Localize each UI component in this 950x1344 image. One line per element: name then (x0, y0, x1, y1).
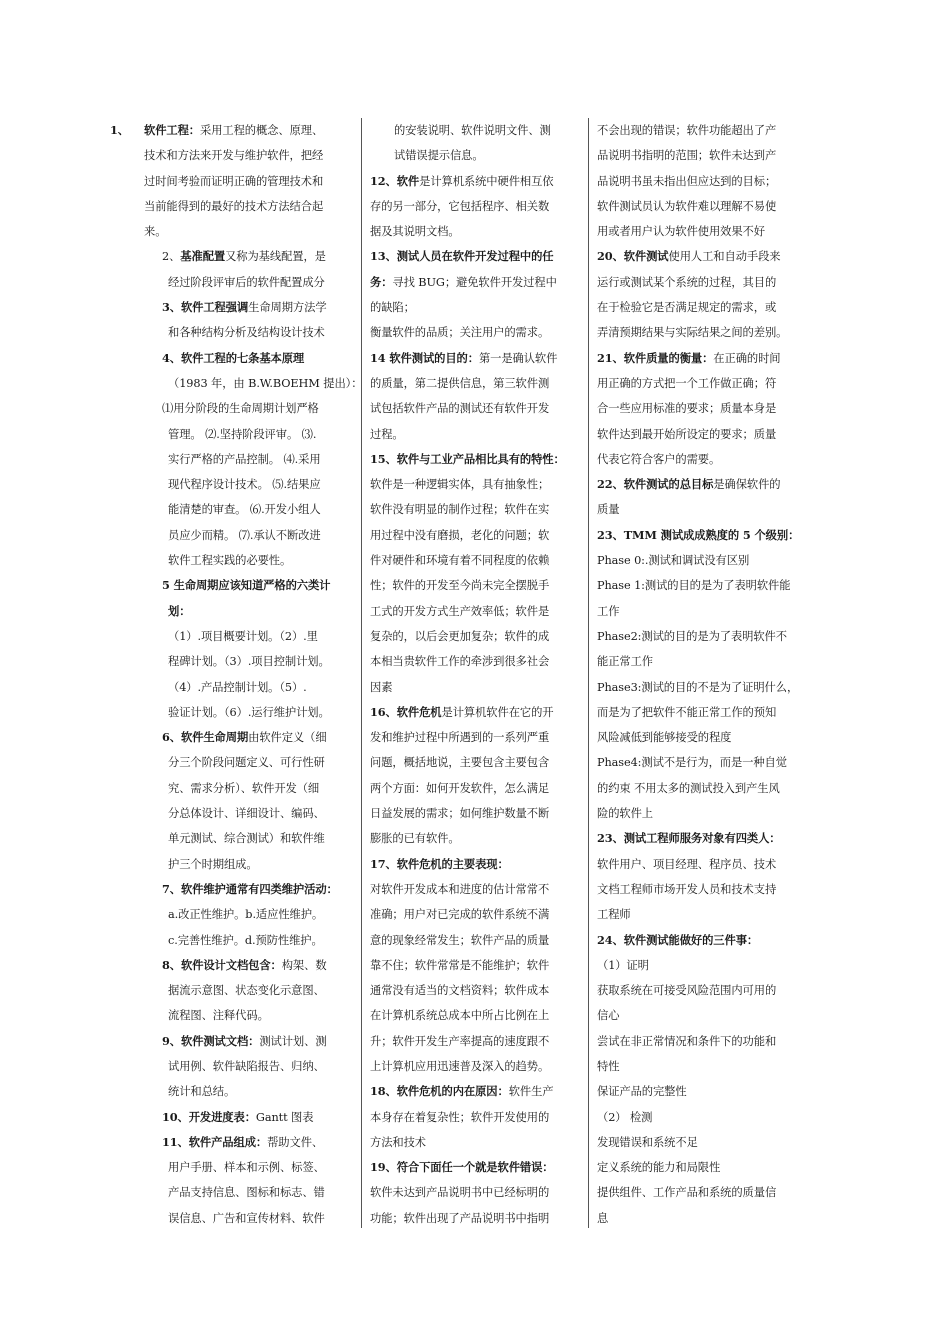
body-text: 据及其说明文档。 (370, 225, 460, 239)
body-text: Gantt 图表 (255, 1110, 314, 1124)
body-text: 在正确的时间 (713, 351, 781, 365)
text-line (110, 725, 352, 750)
body-text: 软件测试员认为软件难以理解不易使 (597, 199, 777, 213)
body-text: 风险减低到能够接受的程度 (597, 731, 732, 745)
text-line (110, 700, 352, 725)
text-line (597, 599, 789, 624)
bold-term: 23、测试工程师服务对象有四类人： (597, 831, 781, 846)
bold-term: 10、开发进度表： (162, 1109, 256, 1124)
text-line (597, 978, 789, 1003)
text-line (597, 801, 789, 826)
body-text: 存的另一部分，它包括程序、相关数 (370, 199, 550, 213)
text-line (597, 244, 789, 269)
text-line (597, 928, 789, 953)
text-line (597, 1029, 789, 1054)
body-text: 验证计划。（6）.运行维护计划。 (168, 705, 330, 719)
text-line (110, 953, 352, 978)
text-line (370, 700, 576, 725)
body-text: 软件未达到产品说明书中已经标明的 (370, 1186, 550, 1200)
body-text: 统计和总结。 (168, 1085, 236, 1099)
text-line (597, 270, 789, 295)
text-line (110, 1206, 352, 1231)
text-line (597, 1130, 789, 1155)
body-text: 件对硬件和环境有着不同程度的依赖 (370, 554, 550, 568)
body-text: 技术和方法来开发与维护软件，把经 (144, 149, 324, 163)
text-line (597, 624, 789, 649)
text-line (110, 194, 352, 219)
body-text: 生命周期方法学 (248, 301, 327, 315)
bold-term: 15、软件与工业产品相比具有的特性： (370, 451, 565, 466)
text-line (110, 852, 352, 877)
text-line (370, 1003, 576, 1028)
body-text: 采用工程的概念、原理、 (200, 124, 324, 137)
body-text: 和各种结构分析及结构设计技术 (168, 326, 325, 340)
text-line (370, 422, 576, 447)
body-text: 靠不住；软件常常是不能维护；软件 (370, 958, 550, 972)
body-text: 软件是一种逻辑实体，具有抽象性； (370, 478, 550, 492)
text-line (110, 472, 352, 497)
text-line (597, 826, 789, 851)
text-line (110, 270, 352, 295)
body-text: 使用人工和自动手段来 (668, 250, 781, 264)
body-text: 软件工程实践的必要性。 (168, 554, 292, 568)
text-line (597, 776, 789, 801)
text-line (597, 497, 789, 522)
text-line (597, 422, 789, 447)
text-line (597, 523, 800, 548)
text-line (370, 953, 576, 978)
text-line (597, 1105, 789, 1130)
text-line (370, 877, 576, 902)
body-text: 发和维护过程中所遇到的一系列严重 (370, 731, 550, 745)
body-text: 保证产品的完整性 (597, 1085, 687, 1099)
bold-term: 5 生命周期应该知道严格的六类计 (162, 578, 331, 593)
body-text: 又称为基线配置，是 (225, 250, 326, 264)
body-text: 寻找 BUG；避免软件开发过程中 (392, 275, 557, 289)
body-text: 衡量软件的品质；关注用户的需求。 (370, 326, 550, 340)
body-text: 工作 (597, 604, 620, 618)
body-text: 用过程中没有磨损，老化的问题；软 (370, 528, 550, 542)
body-text: 管理。 ⑵.坚持阶段评审。 ⑶. (168, 427, 317, 441)
text-line (370, 1105, 576, 1130)
bold-term: 基准配置 (180, 249, 226, 264)
column-divider-right (588, 118, 589, 1228)
text-line (110, 750, 352, 775)
body-text: 工式的开发方式生产效率低；软件是 (370, 604, 550, 618)
text-line (110, 624, 352, 649)
text-line (597, 219, 789, 244)
item-number: 2、 (162, 250, 181, 264)
body-text: 方法和技术 (370, 1135, 426, 1149)
body-text: 提供组件、工作产品和系统的质量信 (597, 1186, 777, 1200)
body-text: 性；软件的开发至今尚未完全摆脱手 (370, 579, 550, 593)
body-text: 准确；用户对已完成的软件系统不满 (370, 908, 550, 922)
text-line (110, 1155, 352, 1180)
text-line (597, 118, 789, 143)
body-text: 对软件开发成本和进度的估计常常不 (370, 882, 550, 896)
text-line (597, 1180, 789, 1205)
text-line (597, 953, 789, 978)
column-1 (110, 118, 363, 1231)
text-line (110, 447, 352, 472)
body-text: a.改正性维护。b.适应性维护。 (168, 908, 324, 922)
body-text: 试错误提示信息。 (394, 149, 484, 163)
text-line (110, 422, 352, 447)
body-text: 本相当贵软件工作的牵涉到很多社会 (370, 655, 550, 669)
bold-term: 6、软件生命周期 (162, 730, 249, 745)
body-text: 试用例、软件缺陷报告、归纳、 (168, 1059, 325, 1073)
body-text: 意的现象经常发生；软件产品的质量 (370, 933, 550, 947)
body-text: 程碑计划。（3）.项目控制计划。 (168, 655, 330, 669)
text-line (597, 750, 789, 775)
text-line (597, 725, 789, 750)
text-line (110, 649, 352, 674)
text-line (110, 826, 352, 851)
body-text: 据流示意图、状态变化示意图、 (168, 984, 325, 998)
body-text: 当前能得到的最好的技术方法结合起 (144, 199, 324, 213)
text-line (110, 1180, 352, 1205)
body-text: 的约束 不用太多的测试投入到产生风 (597, 781, 780, 795)
body-text: 功能；软件出现了产品说明书中指明 (370, 1211, 550, 1225)
text-line (370, 548, 576, 573)
text-line (370, 750, 576, 775)
text-line (370, 346, 576, 371)
bold-term: 13、测试人员在软件开发过程中的任 (370, 249, 554, 264)
body-text: 的质量，第二提供信息，第三软件测 (370, 376, 550, 390)
text-line (110, 295, 352, 320)
body-text: c.完善性维护。d.预防性维护。 (168, 933, 323, 947)
text-line (110, 169, 352, 194)
text-line (370, 573, 576, 598)
body-text: （1）证明 (597, 958, 649, 972)
text-line (110, 118, 352, 143)
body-text: 流程图、注释代码。 (168, 1009, 269, 1023)
text-line (597, 169, 789, 194)
body-text: 上计算机应用迅速普及深入的趋势。 (370, 1059, 550, 1073)
body-text: 复杂的，以后会更加复杂；软件的成 (370, 629, 550, 643)
body-text: 用或者用户认为软件使用效果不好 (597, 225, 765, 239)
text-line (110, 877, 352, 902)
text-line (597, 1155, 789, 1180)
body-text: 险的软件上 (597, 807, 653, 821)
text-line (370, 396, 576, 421)
body-text: 能正常工作 (597, 655, 653, 669)
text-line (370, 219, 576, 244)
body-text: 分三个阶段问题定义、可行性研 (168, 756, 325, 770)
text-line (370, 624, 576, 649)
text-line (597, 1206, 789, 1231)
body-text: 来。 (144, 225, 167, 239)
text-line (370, 801, 576, 826)
text-line (370, 472, 576, 497)
bold-term: 22、软件测试的总目标 (597, 477, 714, 492)
bold-term: 8、软件设计文档包含： (162, 957, 282, 972)
text-line (110, 776, 352, 801)
text-line (597, 295, 789, 320)
body-text: 测试计划、测 (259, 1034, 327, 1048)
body-text: 息 (597, 1211, 609, 1225)
text-line (370, 649, 576, 674)
body-text: 经过阶段评审后的软件配置成分 (168, 275, 325, 289)
body-text: 帮助文件、 (267, 1135, 324, 1149)
body-text: 日益发展的需求；如何维护数量不断 (370, 807, 550, 821)
text-line (110, 219, 352, 244)
bold-term: 4、软件工程的七条基本原理 (162, 350, 305, 365)
column-2 (370, 118, 576, 1231)
body-text: 而是为了把软件不能正常工作的预知 (597, 705, 777, 719)
column-3 (597, 118, 800, 1231)
text-line (110, 599, 352, 624)
text-line (370, 1155, 576, 1180)
text-line (370, 371, 576, 396)
body-text: ⑴用分阶段的生命周期计划严格 (162, 402, 319, 416)
text-line (110, 675, 352, 700)
text-line (597, 877, 789, 902)
body-text: （1）.项目概要计划。（2）.里 (168, 629, 318, 643)
body-text: 发现错误和系统不足 (597, 1135, 698, 1149)
text-line (110, 1029, 352, 1054)
text-line (110, 1130, 352, 1155)
text-line (597, 371, 789, 396)
text-line (110, 497, 352, 522)
text-line (110, 1105, 352, 1130)
text-line (370, 1180, 576, 1205)
text-line (370, 599, 576, 624)
text-line (597, 675, 799, 700)
body-text: 护三个时期组成。 (168, 857, 258, 871)
bold-term: 24、软件测试能做好的三件事： (597, 932, 759, 947)
bold-term: 23、TMM 测试成成熟度的 5 个级别： (597, 527, 800, 542)
bold-term: 12、软件 (370, 173, 420, 188)
text-line (597, 143, 789, 168)
body-text: 过时间考验而证明正确的管理技术和 (144, 174, 324, 188)
body-text: （4）.产品控制计划。（5）. (168, 680, 307, 694)
body-text: 在计算机系统总成本中所占比例在上 (370, 1009, 550, 1023)
text-line (110, 548, 352, 573)
bold-term: 11、软件产品组成： (162, 1134, 268, 1149)
bold-term: 7、软件维护通常有四类维护活动： (162, 881, 338, 896)
text-line (110, 320, 352, 345)
body-text: 软件没有明显的制作过程；软件在实 (370, 503, 550, 517)
text-line (110, 801, 352, 826)
text-line (110, 1079, 352, 1104)
text-line (370, 118, 576, 143)
body-text: Phase4:测试不是行为，而是一种自觉 (597, 756, 787, 770)
body-text: 是确保软件的 (713, 478, 781, 492)
body-text: 产品支持信息、图标和标志、错 (168, 1186, 325, 1200)
body-text: 试包括软件产品的测试还有软件开发 (370, 402, 550, 416)
column-divider-left (361, 118, 362, 1228)
text-line (370, 852, 576, 877)
text-line (597, 320, 789, 345)
text-line (110, 143, 352, 168)
bold-term: 20、软件测试 (597, 249, 669, 264)
body-text: 问题，概括地说，主要包含主要包含 (370, 756, 550, 770)
text-line (370, 675, 576, 700)
text-line (370, 978, 576, 1003)
text-line (370, 447, 576, 472)
body-text: 信心 (597, 1009, 620, 1023)
text-line (597, 548, 789, 573)
body-text: 第一是确认软件 (478, 351, 558, 365)
body-text: 文档工程师市场开发人员和技术支持 (597, 882, 777, 896)
body-text: 工程师 (597, 908, 631, 922)
item-number: 1、 (110, 123, 129, 137)
text-line (597, 573, 789, 598)
body-text: 是计算机软件在它的开 (441, 705, 554, 719)
body-text: 现代程序设计技术。 ⑸.结果应 (168, 478, 321, 492)
body-text: 不会出现的错误；软件功能超出了产 (597, 124, 777, 137)
text-line (110, 346, 352, 371)
text-line (597, 1054, 789, 1079)
text-line (370, 1054, 576, 1079)
text-line (597, 194, 789, 219)
text-line (110, 1054, 352, 1079)
text-line (110, 523, 352, 548)
text-line (597, 852, 789, 877)
body-text: 代表它符合客户的需要。 (597, 452, 721, 466)
body-text: 升；软件开发生产率提高的速度跟不 (370, 1034, 550, 1048)
text-line (597, 1003, 789, 1028)
body-text: 品说明书指明的范围；软件未达到产 (597, 149, 777, 163)
body-text: 由软件定义（细 (248, 731, 327, 745)
body-text: 实行严格的产品控制。 ⑷.采用 (168, 452, 321, 466)
body-text: 用户手册、样本和示例、标签、 (168, 1161, 325, 1175)
body-text: 合一些应用标准的要求；质量本身是 (597, 402, 777, 416)
body-text: 能清楚的审查。 ⑹.开发小组人 (168, 503, 321, 517)
bold-term: 9、软件测试文档： (162, 1033, 260, 1048)
text-line (110, 371, 363, 396)
text-line (370, 270, 576, 295)
bold-term: 务： (370, 274, 393, 289)
body-text: 的安装说明、软件说明文件、测 (394, 124, 551, 137)
bold-term: 16、软件危机 (370, 704, 442, 719)
text-line (370, 143, 576, 168)
text-line (110, 978, 352, 1003)
text-line (370, 1130, 576, 1155)
text-line (370, 1206, 576, 1231)
text-line (370, 1079, 576, 1104)
body-text: 用正确的方式把一个工作做正确；符 (597, 376, 777, 390)
text-line (597, 649, 789, 674)
text-line (597, 447, 789, 472)
text-line (370, 194, 576, 219)
body-text: 定义系统的能力和局限性 (597, 1161, 721, 1175)
body-text: 本身存在着复杂性；软件开发使用的 (370, 1110, 550, 1124)
body-text: 尝试在非正常情况和条件下的功能和 (597, 1034, 777, 1048)
body-text: 获取系统在可接受风险范围内可用的 (597, 984, 777, 998)
body-text: 膨胀的已有软件。 (370, 832, 460, 846)
text-line (370, 169, 576, 194)
body-text: 软件用户、项目经理、程序员、技术 (597, 857, 777, 871)
text-line (110, 396, 352, 421)
body-text: 质量 (597, 503, 620, 517)
body-text: 在于检验它是否满足规定的需求，或 (597, 301, 777, 315)
text-line (597, 396, 789, 421)
body-text: 误信息、广告和宣传材料、软件 (168, 1211, 325, 1225)
text-line (370, 725, 576, 750)
body-text: （2） 检测 (597, 1110, 653, 1124)
body-text: 软件达到最开始所设定的要求；质量 (597, 427, 777, 441)
body-text: 品说明书虽未指出但应达到的目标； (597, 174, 777, 188)
text-line (370, 244, 576, 269)
body-text: Phase 1:测试的目的是为了表明软件能 (597, 579, 791, 593)
text-line (370, 826, 576, 851)
text-line (110, 902, 352, 927)
text-line (110, 573, 352, 598)
body-text: 软件生产 (508, 1085, 554, 1099)
body-text: Phase2:测试的目的是为了表明软件不 (597, 629, 787, 643)
body-text: 因素 (370, 680, 393, 694)
text-line (597, 346, 789, 371)
text-line (597, 1079, 789, 1104)
body-text: （1983 年，由 B.W.BOEHM 提出）： (168, 376, 363, 390)
body-text: 单元测试、综合测试）和软件维 (168, 832, 325, 846)
body-text: 过程。 (370, 427, 404, 441)
bold-term: 划： (168, 603, 191, 618)
text-line (597, 472, 789, 497)
text-line (370, 928, 576, 953)
text-line (370, 320, 576, 345)
bold-term: 18、软件危机的内在原因： (370, 1084, 509, 1099)
body-text: Phase 0:.测试和调试没有区别 (597, 554, 750, 568)
text-line (110, 1003, 352, 1028)
body-text: 员应少而精。 ⑺.承认不断改进 (168, 528, 321, 542)
body-text: 弄清预期结果与实际结果之间的差别。 (597, 326, 788, 340)
bold-term: 17、软件危机的主要表现： (370, 856, 509, 871)
body-text: Phase3:测试的目的不是为了证明什么， (597, 680, 799, 694)
text-line (370, 776, 576, 801)
body-text: 构架、数 (281, 958, 327, 972)
body-text: 两个方面：如何开发软件，怎么满足 (370, 781, 550, 795)
body-text: 的缺陷； (370, 301, 415, 315)
text-line (110, 928, 352, 953)
text-line (370, 902, 576, 927)
body-text: 分总体设计、详细设计、编码、 (168, 807, 325, 821)
bold-term: 软件工程： (144, 123, 200, 137)
text-line (597, 700, 789, 725)
body-text: 特性 (597, 1059, 620, 1073)
text-line (370, 497, 576, 522)
text-line (110, 244, 352, 269)
text-line (370, 295, 576, 320)
body-text: 是计算机系统中硬件相互依 (419, 174, 554, 188)
bold-term: 19、符合下面任一个就是软件错误： (370, 1160, 554, 1175)
body-text: 运行或测试某个系统的过程，其目的 (597, 275, 777, 289)
bold-term: 14 软件测试的目的： (370, 350, 479, 365)
text-line (370, 1029, 576, 1054)
bold-term: 3、软件工程强调 (162, 300, 249, 315)
text-line (597, 902, 789, 927)
body-text: 究、需求分析）、软件开发（细 (168, 781, 320, 795)
bold-term: 21、软件质量的衡量： (597, 350, 714, 365)
text-line (370, 523, 576, 548)
body-text: 通常没有适当的文档资料；软件成本 (370, 984, 550, 998)
